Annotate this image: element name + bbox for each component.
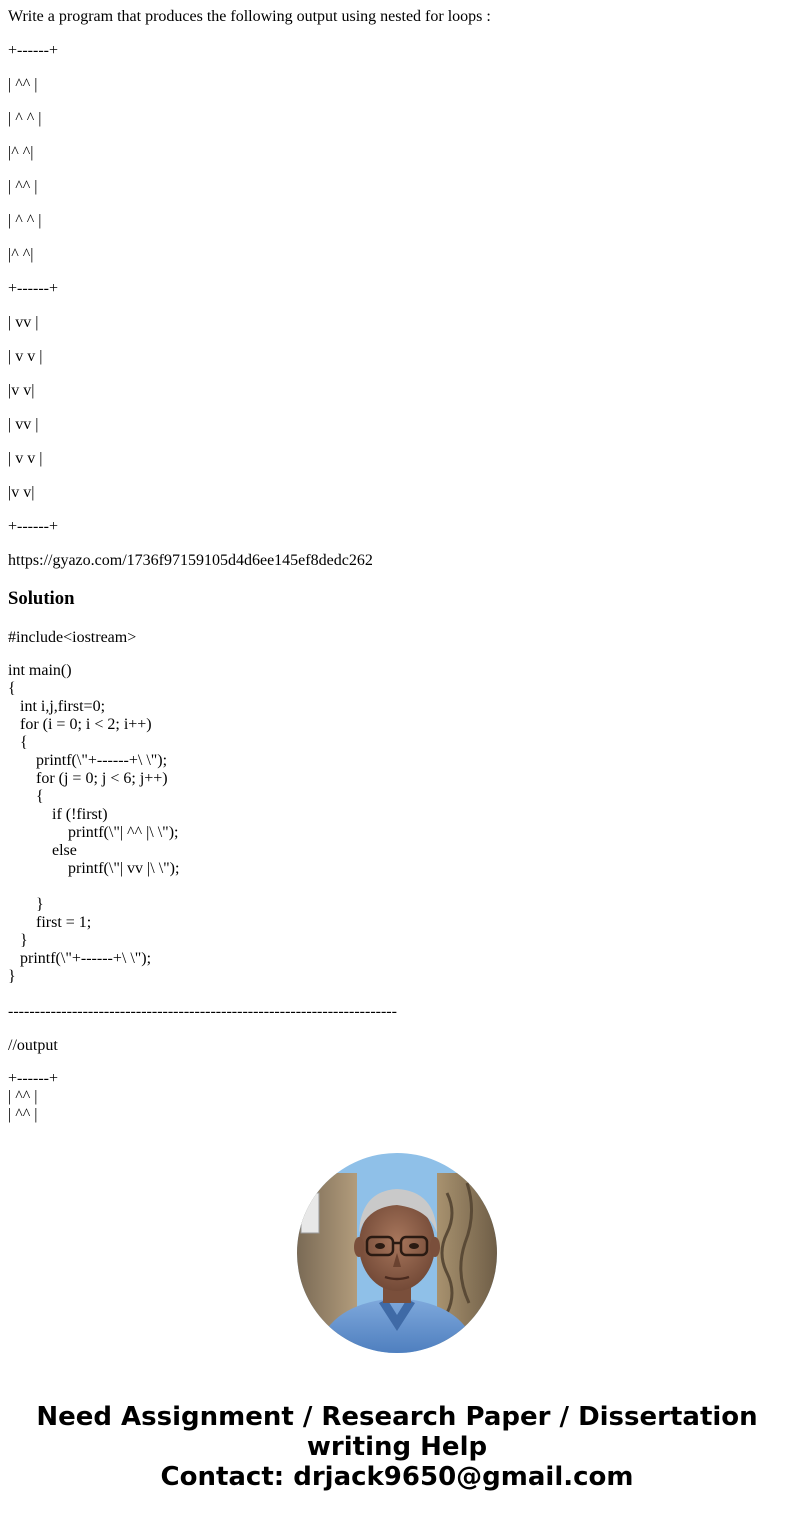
question-line: | ^ ^ | [8, 110, 42, 127]
question-line: |^ ^| [8, 144, 34, 161]
promo-line: writing Help [306, 1432, 488, 1462]
question-line: | ^^ | [8, 76, 38, 93]
promo-line: Need Assignment / Research Paper / Dissertation [36, 1402, 758, 1432]
output-label: //output [8, 1037, 58, 1054]
question-line: | ^ ^ | [8, 212, 42, 229]
question-line: +------+ [8, 518, 59, 535]
question-line: +------+ [8, 42, 59, 59]
output-block: +------+ | ^^ | | ^^ | [8, 1070, 59, 1123]
question-line: | v v | [8, 450, 43, 467]
question-intro: Write a program that produces the following output using nested for loops : [8, 8, 491, 25]
promo-banner [0, 1402, 794, 1492]
question-line: | vv | [8, 416, 39, 433]
include-line: #include<iostream> [8, 629, 137, 646]
promo-contact: Contact: drjack9650@gmail.com [160, 1462, 634, 1492]
question-line: |v v| [8, 484, 35, 501]
code-block: int main() { int i,j,first=0; for (i = 0; i < 2; i++) { printf(\"+------+\ \"); for (j = 0; j < 6; j++) { if (!first) printf(\"| ^^ |\ \"); else printf(\"| vv |\ \"); } first = 1; } printf(\"+------+\ \"); } [8, 662, 180, 985]
person-portrait-image [297, 1153, 497, 1353]
avatar [297, 1153, 497, 1353]
question-line: |v v| [8, 382, 35, 399]
question-line: | v v | [8, 348, 43, 365]
question-line: | vv | [8, 314, 39, 331]
question-line: |^ ^| [8, 246, 34, 263]
question-line: | ^^ | [8, 178, 38, 195]
divider-line: ------------------------------------------------------------------------- [8, 1003, 397, 1020]
solution-heading: Solution [8, 588, 75, 609]
question-link: https://gyazo.com/1736f97159105d4d6ee145ef8dedc262 [8, 552, 373, 569]
question-line: +------+ [8, 280, 59, 297]
